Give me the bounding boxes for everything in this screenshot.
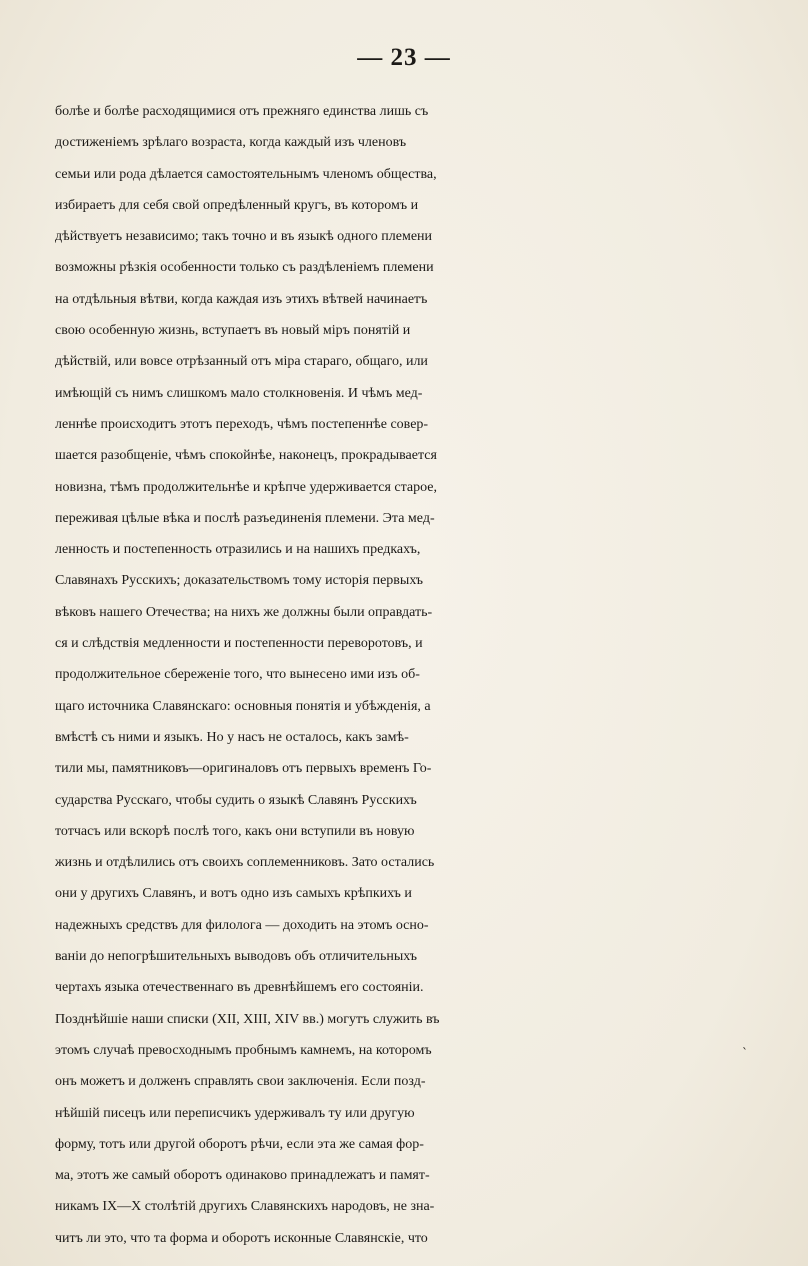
text-line: переживая цѣлые вѣка и послѣ разъединенія племени. Эта мед-	[55, 510, 435, 526]
text-line: свою особенную жизнь, вступаетъ въ новый міръ понятій и	[55, 323, 411, 339]
margin-mark: `	[742, 1046, 748, 1060]
text-line: ся и слѣдствія медленности и постепенности переворотовъ, и	[55, 636, 423, 652]
text-line: имѣющій съ нимъ слишкомъ мало столкновенія. И чѣмъ мед-	[55, 385, 423, 401]
text-line: форму, тотъ или другой оборотъ рѣчи, если эта же самая фор-	[55, 1136, 424, 1152]
text-line: тотчасъ или вскорѣ послѣ того, какъ они вступили въ новую	[55, 823, 415, 839]
text-line: ленность и постепенность отразились и на нашихъ предкахъ,	[55, 542, 421, 558]
text-line: дѣйствій, или вовсе отрѣзанный отъ міра стараго, общаго, или	[55, 354, 428, 370]
text-line: вѣковъ нашего Отечества; на нихъ же должны были оправдать-	[55, 604, 433, 620]
text-line: чертахъ языка отечественнаго въ древнѣйшемъ его состояніи.	[55, 980, 424, 996]
text-line: болѣе и болѣе расходящимися отъ прежняго единства лишь съ	[55, 104, 429, 119]
body-text	[55, 96, 678, 1254]
text-line: онъ можетъ и долженъ справлять свои заключенія. Если позд-	[55, 1074, 426, 1090]
text-line: семьи или рода дѣлается самостоятельнымъ членомъ общества,	[55, 166, 437, 182]
text-line: дѣйствуетъ независимо; такъ точно и въ языкѣ одного племени	[55, 229, 433, 245]
text-line: новизна, тѣмъ продолжительнѣе и крѣпче удерживается старое,	[55, 479, 437, 495]
text-line: ма, этотъ же самый оборотъ одинаково принадлежатъ и памят-	[55, 1168, 430, 1184]
text-line: надежныхъ средствъ для филолога — доходить на этомъ осно-	[55, 917, 429, 933]
text-line: ваніи до непогрѣшительныхъ выводовъ объ отличительныхъ	[55, 949, 417, 965]
text-line: сударства Русскаго, чтобы судить о языкѣ Славянъ Русскихъ	[55, 792, 417, 808]
text-line: этомъ случаѣ превосходнымъ пробнымъ камнемъ, на которомъ	[55, 1042, 432, 1058]
text-line: щаго источника Славянскаго: основныя понятія и убѣжденія, а	[55, 698, 431, 714]
text-line: шается разобщеніе, чѣмъ спокойнѣе, наконецъ, прокрадывается	[55, 448, 437, 464]
page-number: — 23 —	[357, 44, 451, 71]
text-line: возможны рѣзкія особенности только съ раздѣленіемъ племени	[55, 260, 434, 276]
text-line: никамъ IX—X столѣтій другихъ Славянскихъ народовъ, не зна-	[55, 1199, 435, 1215]
text-line: на отдѣльныя вѣтви, когда каждая изъ этихъ вѣтвей начинаетъ	[55, 291, 428, 307]
text-line: Позднѣйшіе наши списки (XII, XIII, XIV вв.) могутъ служить въ	[55, 1011, 440, 1027]
text-line: избираетъ для себя свой опредѣленный кругъ, въ которомъ и	[55, 197, 419, 213]
text-line: Славянахъ Русскихъ; доказательствомъ тому исторія первыхъ	[55, 573, 424, 589]
text-line: достиженіемъ зрѣлаго возраста, когда каждый изъ членовъ	[55, 135, 407, 151]
text-line: нѣйшій писецъ или переписчикъ удерживалъ ту или другую	[55, 1105, 415, 1121]
text-line: тили мы, памятниковъ—оригиналовъ отъ первыхъ временъ Го-	[55, 761, 432, 777]
text-line: читъ ли это, что та форма и оборотъ исконные Славянскіе, что	[55, 1230, 428, 1246]
text-line: жизнь и отдѣлились отъ своихъ соплеменниковъ. Зато остались	[55, 855, 435, 871]
text-line: они у другихъ Славянъ, и вотъ одно изъ самыхъ крѣпкихъ и	[55, 886, 412, 902]
text-line: продолжительное сбереженіе того, что вынесено ими изъ об-	[55, 667, 420, 683]
text-line: вмѣстѣ съ ними и языкъ. Но у насъ не осталось, какъ замѣ-	[55, 729, 409, 745]
text-line: леннѣе происходитъ этотъ переходъ, чѣмъ постепеннѣе совер-	[55, 416, 429, 432]
